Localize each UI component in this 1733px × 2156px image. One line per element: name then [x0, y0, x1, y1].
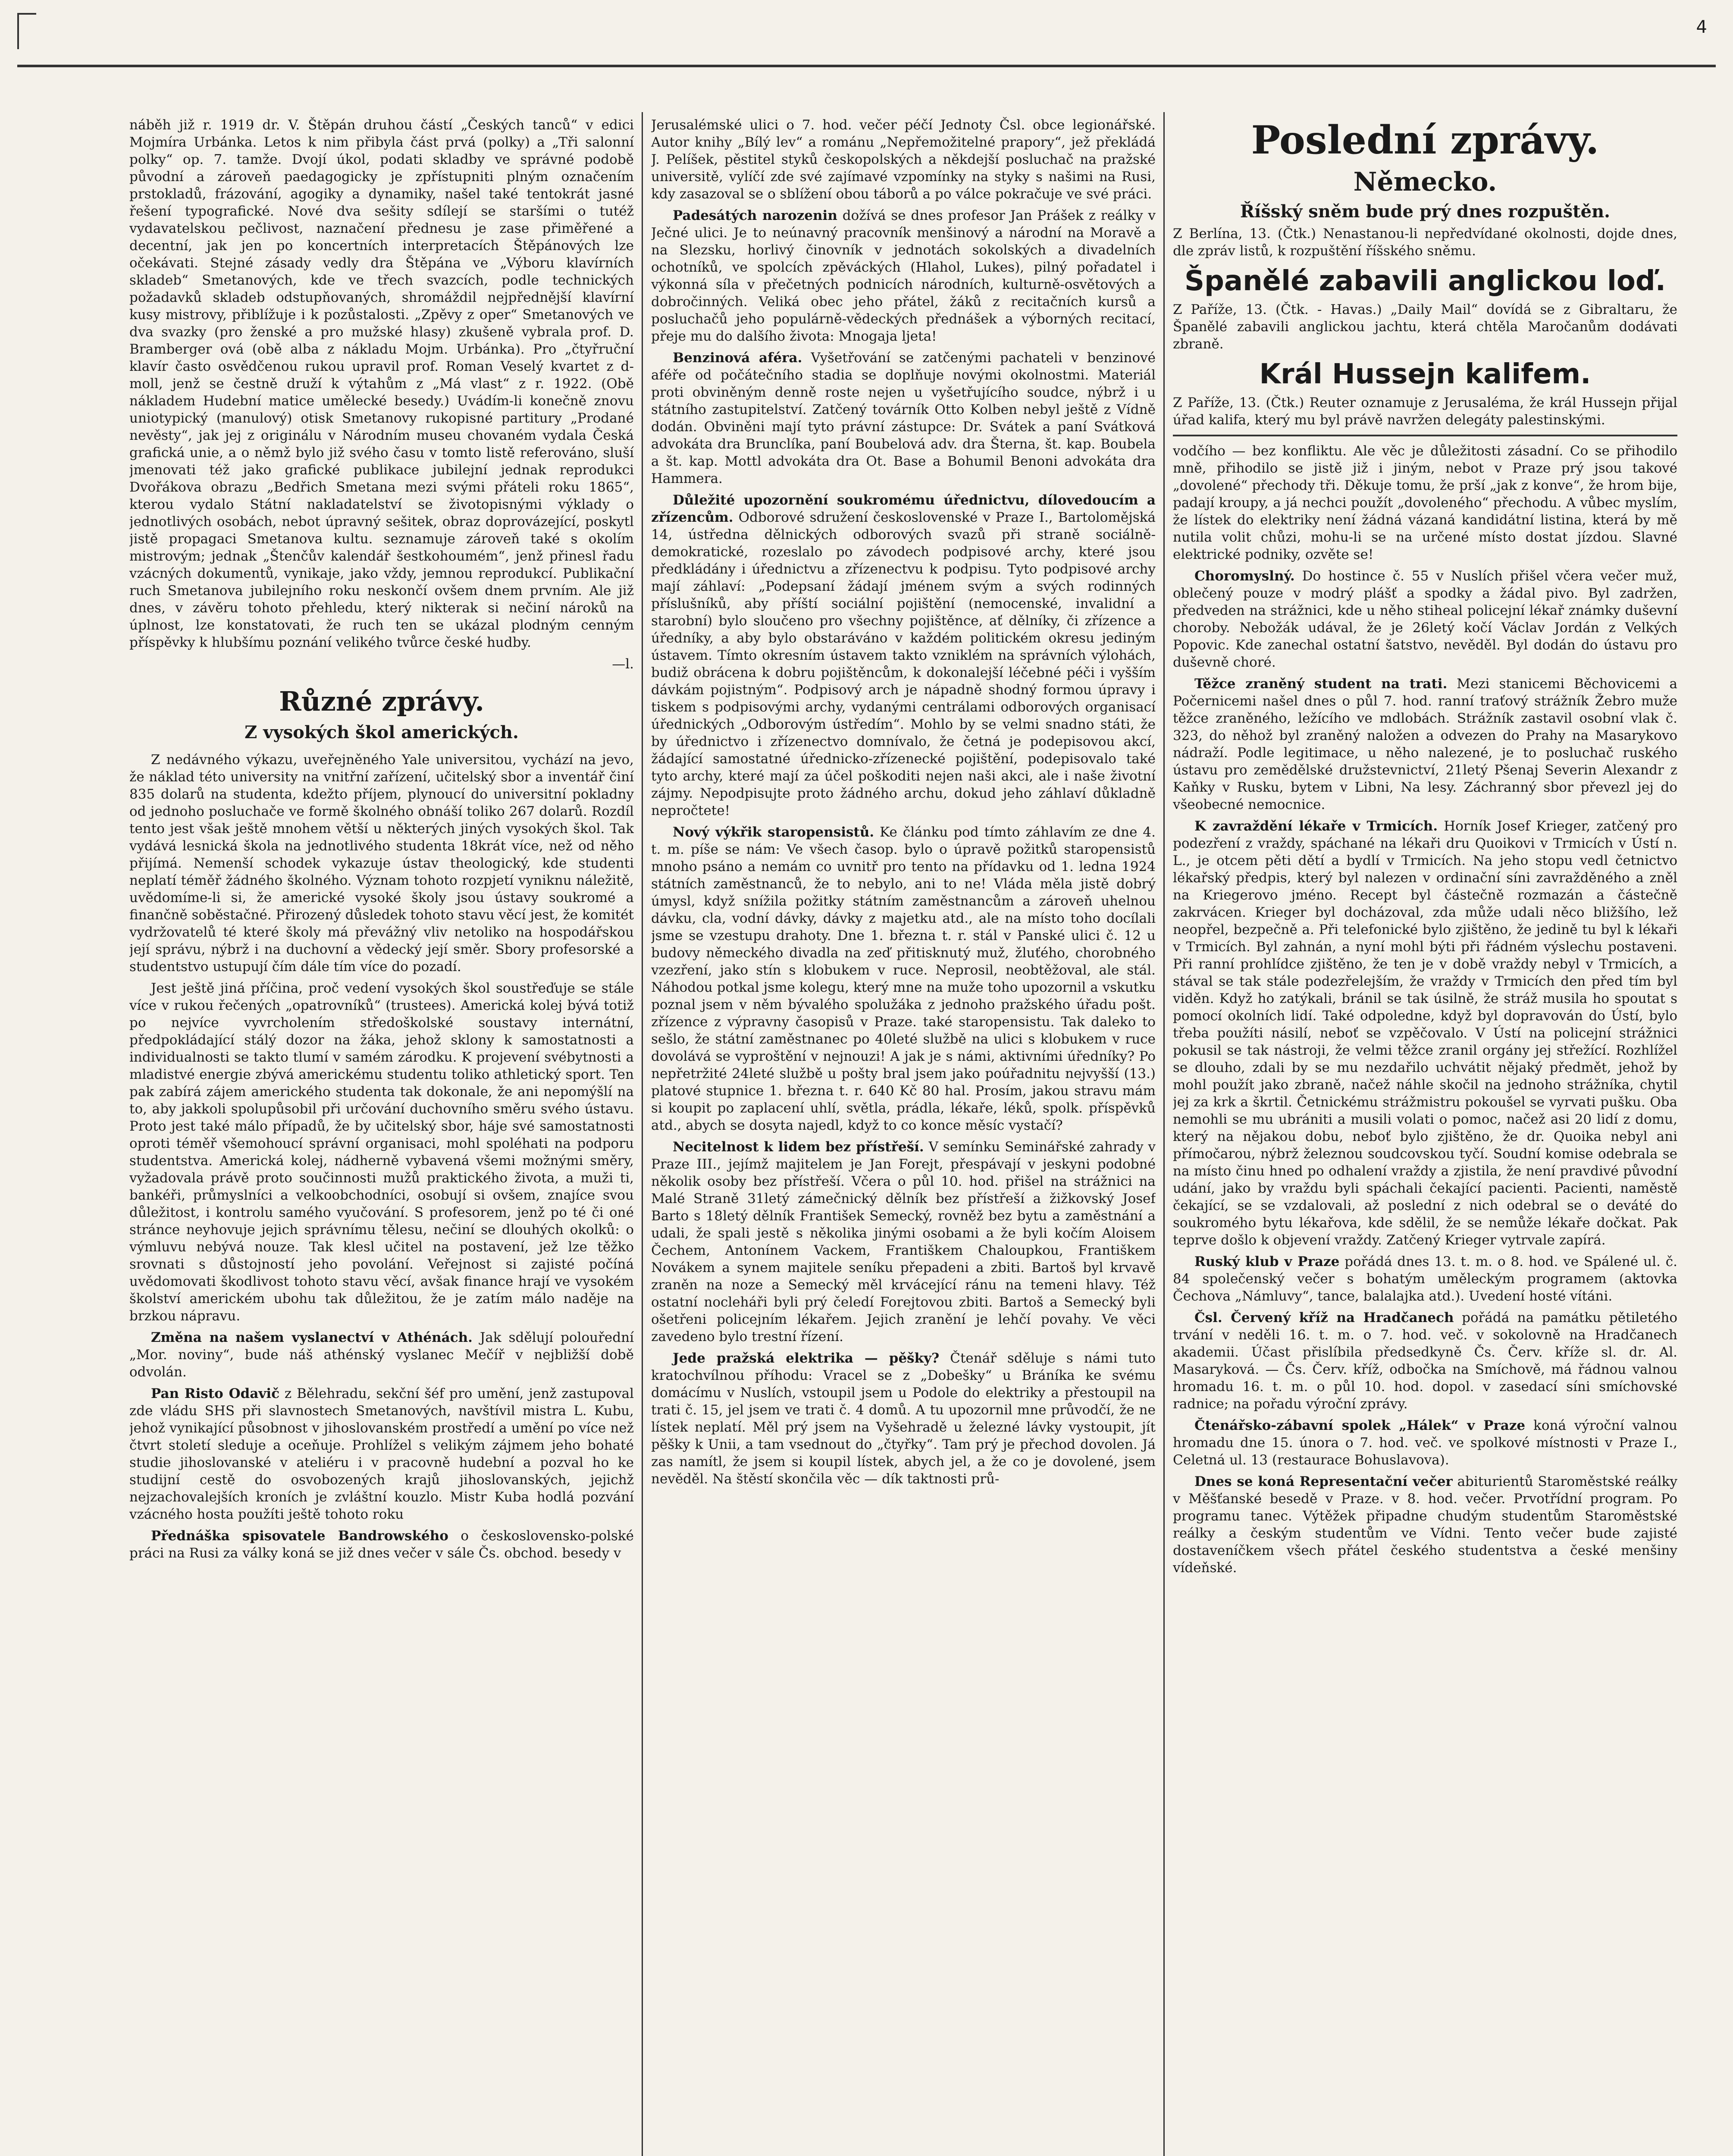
news-item: [651, 349, 1156, 487]
news-item-text: o československo-polské práci na Rusi za války koná se již dnes večer v sále Čs. obchod. besedy v: [129, 1528, 634, 1561]
headline: Španělé zabavili anglickou loď.: [1185, 265, 1666, 297]
article-continued-text: vodčího — bez konfliktu. Ale věc je důležitosti zásadní. Co se přihodilo mně, přihodilo se jistě již i jiným, nebot v Praze prý jsou takové „dovolené“ přechody tři. Děkuje tomu, že prší „jak z konve“, že hrom bije, padají kroupy, a já nechci použít „dovoleného“ přechodu. A vůbec myslím, že lístek do elektriky není žádná vázaná kandidátní listina, která by mě nutila volit chůzi, mohu-li se na určené místo dostat jízdou. Slavné elektrické podniky, ozvěte se!: [1173, 443, 1677, 562]
news-item-title: Přednáška spisovatele Bandrowského: [151, 1528, 448, 1544]
column-1: [129, 116, 634, 2156]
news-item-title: Pan Risto Odavič: [151, 1386, 280, 1401]
news-item: [651, 1138, 1156, 1345]
headline-text: Z Paříže, 13. (Čtk.) Reuter oznamuje z Jerusaléma, že král Hussejn přijal úřad kalifa, který mu byl právě navržen delegáty palestinskými.: [1173, 395, 1677, 428]
headline: Král Hussejn kalifem.: [1259, 358, 1591, 390]
news-item: [1173, 675, 1677, 813]
column-3: [1173, 116, 1677, 2156]
article-signature: —l.: [612, 656, 634, 672]
news-item-title: Dnes se koná Representační večer: [1194, 1474, 1453, 1489]
news-item: [129, 1329, 634, 1381]
news-item-text: pořádá dnes 13. t. m. o 8. hod. ve Spálené ul. č. 84 společenský večer s bohatým uměleckým programem (aktovka Čechova „Námluvy“, tance, balalajka atd.). Uvedení hosté vítáni.: [1173, 1254, 1677, 1304]
news-item: [651, 492, 1156, 819]
news-item: [651, 207, 1156, 345]
news-item-text: pořádá na památku pětiletého trvání v neděli 16. t. m. o 7. hod. več. v sokolovně na Hradčanech akademii. Účast přislíbila předsedkyně Čs. Červ. kříže sl. dr. Al. Masaryková. — Čs. Červ. kříž, odbočka na Smíchově, má řádnou valnou hromadu 16. t. m. o půl 10. hod. dopol. v zasedací síni smíchovské radnice; na pořadu výroční zprávy.: [1173, 1310, 1677, 1412]
news-item-title: Změna na našem vyslanectví v Athénách.: [151, 1330, 473, 1345]
news-item-text: Jak sdělují polouřední „Mor. noviny“, bude náš athénský vyslanec Mečíř v nejbližší době odvolán.: [129, 1330, 634, 1380]
news-item-text: Vyšetřování se zatčenými pachateli v benzinové aféře od počátečního stadia se doplňuje novými okolnostmi. Materiál proti obviněným denně roste nejen u vyšetřujícího soudce, nýbrž i u státního zastupitelství. Zatčený továrník Otto Kolben nebyl ještě z Vídně dodán. Obviněni mají tyto právní zástupce: Dr. Svátek a paní Svátková advokáta dra Brunclíka, paní Boubelová adv. dra Šterna, št. kap. Boubela a št. kap. Mottl advokáta dra Ot. Base a Bohumil Benoni advokáta dra Hammera.: [651, 350, 1156, 486]
news-item-text: Horník Josef Krieger, zatčený pro podezření z vraždy, spáchané na lékaři dru Quoikovi v Trmicích v Ústí n. L., je otcem pěti dětí a bydlí v Trmicích. Na jeho stopu vedl četnictvo lékařský předpis, který byl nalezen v ordinační síni zavražděného a zněl na Kriegerovo jméno. Recept byl částečně rozmazán a částečně zakrvácen. Krieger byl docházoval, zda může udali něco bližšího, lež neopřel, bezpečně a. Při telefonické bylo zjištěno, že jedině tu byl k lékaři v Trmicích. Byl zahnán, a nyní mohl býti při řádném výslechu postaveni. Při ranní prohlídce zjištěno, že ten je v době vraždy nebyl v Trmicích, a stával se tak stále podezřelejším, že vraždy v Trmicích den před tím byl viděn. Když ho zatýkali, bránil se tak úsilně, že stráž musila ho spoutat s pomocí okolních lidí. Také odpoledne, když byl dopravován do Ústí, bylo třeba použíti násilí, neboť se vzpěčovalo. V Ústí na policejní strážnici pokusil se tak nástroji, že velmi těžce zranil orgány jej střežící. Rozhlížel se dlouho, zdali by se mu nezdařilo uchvátit nějaký předmět, jehož by mohl použít jako zbraně, načež náhle skočil na jednoho strážníka, chytil jej za krk a škrtil. Četnickému strážmistru pokoušel se vyrvati pušku. Oba nemohli se mu ubrániti a musili volati o pomoc, načež asi 20 lidí z domu, který na nějakou dobu, neboť bylo zjištěno, že dr. Quoika nebyl ani přímočarou, nýbrž železnou soudcovskou tyčí. Soudní komise odebrala se na místo činu hned po odhalení vraždy a zjistila, že není pravdivé původní udání, jako by vraždu byli spáchali čekající pacienti. Pacienti, naměstě čekající, se se vzdalovali, až poslední z nich odebral se o deváté do soukromého bytu lékařova, kde sdělil, že se nemůže lékaře dočkat. Pak teprve došlo k objevení vraždy. Zatčený Krieger vytrvale zapírá.: [1173, 818, 1677, 1248]
news-item-text: dožívá se dnes profesor Jan Prášek z reálky v Ječné ulici. Je to neúnavný pracovník menšinový a národní na Moravě a na Slezsku, horlivý činovník v jednotách sokolských a divadelních ochotníků, ve spolcích zpěváckých (Hlahol, Lukes), pilný pořadatel i výkonná síla v přečetných podnicích národních, kulturně-osvětových a dobročinných. Veliká obec jeho přátel, žáků z recitačních kursů a posluchačů jeho populárně-vědeckých přednášek a výborných recitací, přeje mu do dalšího života: Mnogaja ljeta!: [651, 208, 1156, 344]
section-title: Různé zprávy.: [279, 686, 484, 717]
news-item-title: Benzinová aféra.: [673, 350, 802, 366]
news-item-text: abiturientů Staroměstské reálky v Měšťanské besedě v Praze. v 8. hod. večer. Prvotřídní program. Po programu tanec. Výtěžek připadne chudým studentům Staroměstské reálky a českým studentům ve Vídni. Tento večer bude zajisté dostaveníčkem všech přátel českého studentstva a české menšiny vídeňské.: [1173, 1474, 1677, 1576]
news-item-text: koná výroční valnou hromadu dne 15. února o 7. hod. več. ve spolkové místnosti v Praze I., Celetná ul. 13 (restaurace Bohuslavova).: [1173, 1418, 1677, 1468]
news-item: [1173, 1253, 1677, 1305]
latest-news-masthead: Poslední zprávy.: [1251, 117, 1599, 163]
country-heading: Německo.: [1353, 167, 1497, 197]
news-item-title: Těžce zraněný student na trati.: [1194, 676, 1448, 692]
headline-text: Z Paříže, 13. (Čtk. - Havas.) „Daily Mail“ dovídá se z Gibraltaru, že Španělé zabavili anglickou jachtu, která chtěla Maročanům dodávati zbraně.: [1173, 302, 1677, 352]
news-item-text: Do hostince č. 55 v Nuslích přišel včera večer muž, oblečený pouze v modrý plášť a spodky a žádal pivo. Byl zadržen, předveden na strážnici, kde u něho stiheal policejní lékař známky duševní choroby. Nebožák udával, že je 26letý kočí Václav Jordán z Velkých Popovic. Kde zanechal ostatní šatstvo, nevěděl. Byl dodán do ústavu pro duševně choré.: [1173, 568, 1677, 670]
article-continued-text: náběh již r. 1919 dr. V. Štěpán druhou částí „Českých tanců“ v edici Mojmíra Urbánka. Letos k nim přibyla část prvá (polky) a „Tři salonní polky“ op. 7. tamže. Dvojí úkol, podati skladby ve správné podobě původní a zároveň paedagogicky je zpřístupniti plným označením prstokladů, frázování, agogiky a dynamiky, našel také tentokrát jasné řešení typografické. Nové dva sešity sdílejí se staršími o tutéž vydavatelskou pečlivost, naznačení přednesu je zase přiměřené a decentní, jak jen po koncertních interpretacích Štěpánových lze očekávati. Stejné zásady vedly dra Štěpána ve „Výboru klavírních skladeb“ Smetanových, kde ve třech svazcích, podle technických požadavků skladeb odstupňovaných, shromáždil nejpřednější klavírní kusy mistrovy, přiblížuje i k pozůstalosti. „Zpěvy z oper“ Smetanových ve dva svazky (pro ženské a pro mužské hlasy) zkušeně vybrala prof. D. Bramberger ová (obě alba z nákladu Mojm. Urbánka). Pro „čtyřruční klavír často osvědčenou rukou upravil prof. Roman Veselý kvartet z d-moll, jenž se čestně druží k výtahům z „Má vlast“ z r. 1922. (Obě nákladem Hudební matice umělecké besedy.) Uvádím-li konečně znovu uniotypický (manulový) otisk Smetanovy rukopisné partitury „Prodané nevěsty“, jak jej z originálu v Národním museu chovaném vydala Česká grafická unie, a o němž bylo již svého času v tomto listě referováno, sluší jmenovati též jako grafické publikace jubilejní jednak reprodukci Dvořákova obrazu „Bedřich Smetana mezi svými přáteli roku 1865“, kterou vydalo Státní nakladatelství se životopisnými výklady o jednotlivých osobách, nebot úpravný sešitek, obraz doprovázející, poskytl jistě propagaci Smetanova kultu. seznamuje zároveň také s okolím mistrovým; jednak „Štenčův kalendář šestkohoumém“, jenž přinesl řadu vzácných dokumentů, vynikaje, jako vždy, jemnou reprodukcí. Publikační ruch Smetanova jubilejního roku neskončí ovšem dnem prvním. Ale již dnes, v závěru tohoto přehledu, který nikterak si nečiní nároků na úplnost, lze konstatovati, že ruch ten se ukázal plodným cenným příspěvky k hlubšímu poznání velikého tvůrce české hudby.: [129, 117, 634, 650]
article-paragraph: Jest ještě jiná příčina, proč vedení vysokých škol soustřeďuje se stále více v rukou řečených „opatrovníků“ (trustees). Americká kolej bývá totiž po nejvíce vyvrcholením středoškolské soustavy internátní, předpokládající stálý dozor na žáka, jehož sklony k samostatnosti a individualnosti se takto tlumí v samém zárodku. K projevení svébytnosti a mladistvé energie zbývá americkému studentu toliko athletický sport. Ten pak zabírá zájem amerického studenta tak dokonale, že ani nepomýšlí na to, aby jakkoli spolupůsobil při určování duchovního směru svého ústavu. Proto jest také málo případů, že by učitelský sbor, háje své samostatnosti oproti téměř všemohoucí správní organisaci, mohl spoléhati na podporu studentstva. Americká kolej, nádherně vybavená všemi možnými směry, vyžadovala právě proto součinnosti mužů praktického života, a muži ti, bankéři, průmyslníci a velkoobchodníci, osobují si ovšem, znajíce svou důležitost, i kontrolu samého vyučování. S profesorem, jenž po té či oné stránce neyhovuje jejich správnímu tělesu, nečiní se dlouhých okolků: o výmluvu nebývá nouze. Tak klesl učitel na postavení, jež lze těžko srovnati s důstojností jeho povolání. Veřejnost si zajisté počíná uvědomovati škodlivost tohoto stavu věcí, avšak finance hrají ve vysokém školství americkém ubohu tak důležitou, že je zatím málo naděje na brzkou nápravu.: [129, 981, 634, 1324]
news-item-title: Jede pražská elektrika — pěšky?: [673, 1351, 940, 1366]
news-item: [129, 1385, 634, 1523]
news-item-title: Choromyslný.: [1194, 568, 1295, 584]
news-item: [651, 824, 1156, 1134]
news-item-title: Necitelnost k lidem bez přístřeší.: [673, 1139, 924, 1155]
page-number: 4: [1696, 17, 1707, 37]
news-item-title: Důležité upozornění soukromému úřednictvu, dílovedoucím a zřízencům.: [651, 492, 1156, 525]
top-rule: [17, 65, 1716, 67]
corner-mark: [17, 13, 36, 49]
column-2: [651, 116, 1156, 2156]
headline-text: Z Berlína, 13. (Čtk.) Nenastanou-li nepředvídané okolnosti, dojde dnes, dle zpráv listů, k rozpuštění říšského sněmu.: [1173, 226, 1677, 259]
news-item-text: Odborové sdružení československé v Praze I., Bartolomějská 14, ústředna dělnických odborových svazů při straně sociálně-demokratické, rozeslalo po závodech podpisové archy, které jsou předkládány i úřednictvu a zřízenectvu k podpisu. Tyto podpisové archy mají záhlaví: „Podepsaní žádají jménem svým a svých rodinných příslušníků, aby příští sociální pojištění (nemocenské, invalidní a starobní) bylo sloučeno pro všechny pojištěnce, ať dělníky, či zřízence a úředníky, a aby bylo obstaráváno v každém politickém okresu jediným ústavem. Tímto okresním ústavem takto vzniklém na správních výlohách, budiž obrácena k dobru pojištěncům, k dokonalejší léčebné péči i vyšším dávkám pojistným“. Podpisový arch je nápadně shodný formou úpravy i tiskem s podpisovými archy, vydanými centrálami odborových organisací úřednických „Odborovým ústředím“. Mohlo by se velmi snadno státi, že by úřednictvo i zřízenectvo domnívalo, že četná je podepisovou akcí, žádající samostatné úřednicko-zřízenecké pojištění, podepisovalo také tyto archy, které mají za účel poškoditi nejen naši akci, ale i naše životní zájmy. Nepodpisujte proto žádného archu, dokud jeho záhlaví důkladně nepročtete!: [651, 510, 1156, 818]
column-divider-1: [642, 112, 643, 2156]
news-item-title: Čsl. Červený kříž na Hradčanech: [1194, 1310, 1454, 1326]
column-divider-2: [1163, 112, 1165, 2156]
news-item: [651, 1350, 1156, 1488]
news-item: [1173, 567, 1677, 671]
news-item-title: K zavraždění lékaře v Trmicích.: [1194, 818, 1438, 834]
news-item: [1173, 1417, 1677, 1469]
news-item-title: Ruský klub v Praze: [1194, 1254, 1340, 1269]
news-item-text: V semínku Seminářské zahrady v Praze III., jejímž majitelem je Jan Forejt, přespávají v jeskyni podobné několik osoby bez přístřeší. Včera o půl 10. hod. přišel na strážnici na Malé Straně 31letý zámečnický dělník bez přístřeší a žižkovský Josef Barto s 18letý dělník František Semecký, rovněž bez bytu a zaměstnání a udali, že spali jestě s několika jinými osobami a že byli kočím Aloisem Čechem, Antonínem Vackem, Františkem Chaloupkou, Františkem Novákem a synem majitele seníku přepadeni a zbiti. Bartoš byl krvavě zraněn na noze a Semecký měl krvácející ránu na temeni hlavy. Též ostatní nocleháři byli prý čeledí Forejtovou zbiti. Bartoš a Semecký byli ošetřeni policejním lékařem. Jejich zranění je lehčí povahy. Ve věci zavedeno bylo trestní řízení.: [651, 1139, 1156, 1344]
news-item: [1173, 818, 1677, 1249]
news-item: [1173, 1309, 1677, 1413]
news-item-text: z Bělehradu, sekční šéf pro umění, jenž zastupoval zde vládu SHS při slavnostech Smetanových, navštívil mistra L. Kubu, jehož vynikající působnost v jihoslovanském prostředí a umění po více než čtvrt století sleduje a oceňuje. Prohlížel s velikým zájmem jeho bohaté studie jihoslovanské v ateliéru i v pracovně hudební a pozval ho ke studijní cestě do osvobozených krajů jihoslovanských, jejichž nejzachovalejších kroních je zvláštní kouzlo. Mistr Kuba hodlá pozvání vzácného hosta použíti ještě tohoto roku: [129, 1386, 634, 1522]
news-item-title: Padesátých narozenin: [673, 208, 837, 223]
news-item: [1173, 1473, 1677, 1576]
headline: Říšský sněm bude prý dnes rozpuštěn.: [1240, 201, 1611, 222]
news-item-text: Mezi stanicemi Běchovicemi a Počernicemi našel dnes o půl 7. hod. ranní traťový strážník Žebro muže těžce zraněného, ležícího ve mdlobách. Strážník zastavil osobní vlak č. 323, do něhož byl zraněný naložen a odvezen do Prahy na Masarykovo nádraží. Podle legitimace, u něho nalezené, je to posluchač ruského ústavu pro zemědělské družstevnictví, 21letý Pšenaj Severin Alexandr z Kaňky v Rusku, bytem v Libni, Na lesy. Záchranný sbor převezl jej do všeobecné nemocnice.: [1173, 676, 1677, 812]
article-continued-text: Jerusalémské ulici o 7. hod. večer péčí Jednoty Čsl. obce legionářské. Autor knihy „Bílý lev“ a románu „Nepřemožitelné prapory“, jež překládá J. Pelíšek, pěstitel styků českopolských a někdejší posluchač na pražské universitě, vylíčí zde své zajímavé vzpomínky na styky s našimi na Rusi, kdy zasazoval se o sblížení obou táborů a po válce pokračuje ve své práci.: [651, 117, 1156, 202]
news-item: [129, 1527, 634, 1562]
section-subtitle: Z vysokých škol amerických.: [244, 722, 519, 743]
news-item-text: Ke článku pod tímto záhlavím ze dne 4. t. m. píše se nám: Ve všech časop. bylo o úpravě požitků staropensistů mnoho psáno a nemám co uvnitř pro tento na přídavku od 1. ledna 1924 státních zaměstnanců, že to nebylo, ani to ne! Vláda měla jistě dobrý úmysl, když snížila požitky státním zaměstnancům a zároveň uhelnou dávku, cla, vodní dávky, dávky z majetku atd., ale na místo toho docílali jsme se vzestupu drahoty. Dne 1. března t. r. stál v Panské ulici č. 12 u budovy německého divadla na zeď přitisknutý muž, žluťého, chorobného vzezření, jako stín s klobukem v ruce. Neprosil, neobtěžoval, ale stál. Náhodou potkal jsme kolegu, který mne na muže toho upozornil a vskutku poznal jsem v něm bývalého spolužáka z jednoho pražského úřadu pošt. zřízence z výpravny časopisů v Praze. také staropensistu. Tak daleko to sešlo, že státní zaměstnanec po 40leté službě na ulici s klobukem v ruce dovolává se vyproštění v nejnouzi! A jak je s námi, aktivními úředníky? Po nepřetržité 24leté službě u pošty bral jsem jako poúřadnitu nejvyšší (13.) platové stupnice 1. března t. r. 640 Kč 80 hal. Prosím, jakou stravu mám si koupit po zaplacení uhlí, světla, prádla, lékaře, léků, spolk. příspěvků atd., abych se dosyta najedl, když to co konce měsíc vystačí?: [651, 824, 1156, 1133]
news-item-title: Nový výkřik staropensistů.: [673, 824, 874, 840]
news-item-text: Čtenář sděluje s námi tuto kratochvílnou příhodu: Vracel se z „Dobešky“ u Bráníka ke svému domácímu v Nuslích, vstoupil jsem u Podole do elektriky a přestoupil na trati č. 15, jel jsem ve trati č. 4 domů. A tu upozornil mne průvodčí, že ne lístek neplatí. Měl prý jsem na Vyšehradě u železné lávky vystoupit, jít pěšky k Unii, a tam vsednout do „čtyřky“. Tam prý je přechod dovolen. Já zas namítl, že jsem si koupil lístek, abych jel, a že co je dovolené, jsem nevěděl. Na štěstí skončila věc — dík taktnosti prů-: [651, 1351, 1156, 1487]
news-item-title: Čtenářsko-zábavní spolek „Hálek“ v Praze: [1194, 1418, 1526, 1433]
box-rule: [1173, 435, 1677, 436]
article-paragraph: Z nedávného výkazu, uveřejněného Yale universitou, vychází na jevo, že náklad této university na vnitřní zařízení, učitelský sbor a inventář činí 835 dolarů na studenta, kdežto příjem, plynoucí do universitní pokladny od jednoho posluchače ve formě školného obnáší toliko 267 dolarů. Rozdíl tento jest však ještě mnohem větší u některých jiných vysokých škol. Tak vydává lesnická škola na jednotlivého studenta 18krát více, než od něho přijímá. Nemenší schodek vykazuje ústav theologický, kde studenti neplatí téměř žádného školného. Význam tohoto rozpjetí vyniknu náležitě, uvědomíme-li si, že americké vysoké školy jsou ústavy soukromé a finančně soběstačné. Přirozený důsledek tohoto stavu věcí jest, že komitét vydržovatelů té které školy má převážný vliv netoliko na hospodářskou její správu, nýbrž i na duchovní a vědecký její směr. Sbory profesorské a studentstvo ustupují čím dále tím více do pozadí.: [129, 752, 634, 975]
